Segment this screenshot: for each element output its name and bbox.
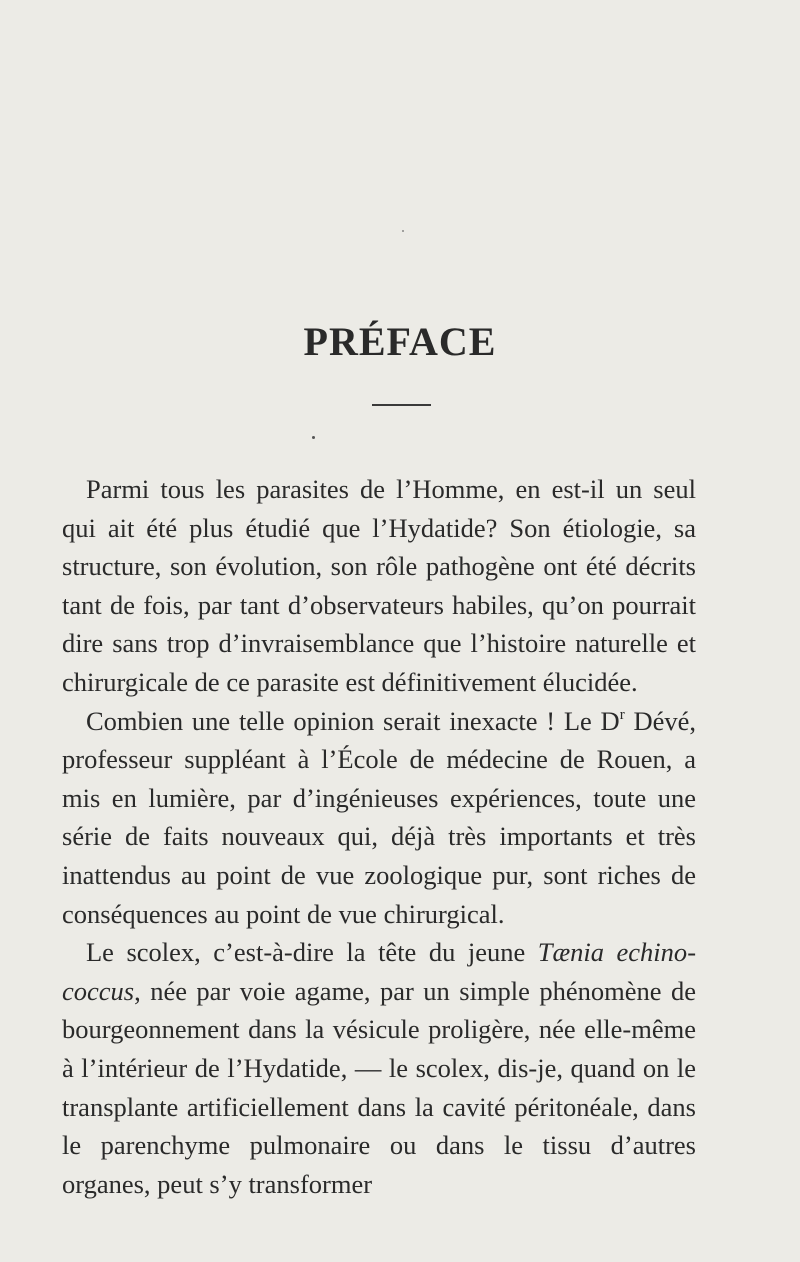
paragraph-2-text-a: Combien une telle opinion serait inexacte ! Le D xyxy=(86,705,620,736)
paragraph-1 xyxy=(62,470,696,702)
species-name-italic: Tænia echinococcus xyxy=(62,937,697,1006)
page-title: PRÉFACE xyxy=(303,319,497,364)
paragraph-2-text-b: Dévé, professeur suppléant à l’École de médecine de Rouen, a mis en lumière, par d’ingénieuses expériences, toute une série de faits nouveaux qui, déjà très importants et très inattendus au point de vue zoologique pur, sont riches de conséquences au point de vue chirurgical. xyxy=(62,705,696,929)
paragraph-3-text-a: Le scolex, c’est-à-dire la tête du jeune xyxy=(86,937,538,968)
title-divider xyxy=(372,404,431,406)
preface-body xyxy=(62,470,696,1203)
paragraph-1-text: Parmi tous les parasites de l’Homme, en est-il un seul qui ait été plus étudié que l’Hydatide? Son étiologie, sa structure, son évolution, son rôle pathogène ont été décrits tant de fois, par tant d’observateurs habiles, qu’on pourrait dire sans trop d’invraisemblance que l’histoire naturelle et chirurgicale de ce parasite est définitivement élucidée. xyxy=(62,474,696,697)
paragraph-3 xyxy=(62,933,696,1203)
paragraph-3-text-b: , née par voie agame, par un simple phénomène de bourgeonnement dans la vésicule proligère, née elle-même à l’intérieur de l’Hydatide, — le scolex, dis-je, quand on le transplante artificiellement dans la cavité péritonéale, dans le parenchyme pulmonaire ou dans le tissu d’autres organes, peut s’y transformer xyxy=(62,975,696,1199)
paragraph-2 xyxy=(62,702,696,934)
paper-speck xyxy=(312,436,315,439)
paper-speck xyxy=(402,230,404,232)
doctor-abbrev-superscript: r xyxy=(619,706,625,723)
